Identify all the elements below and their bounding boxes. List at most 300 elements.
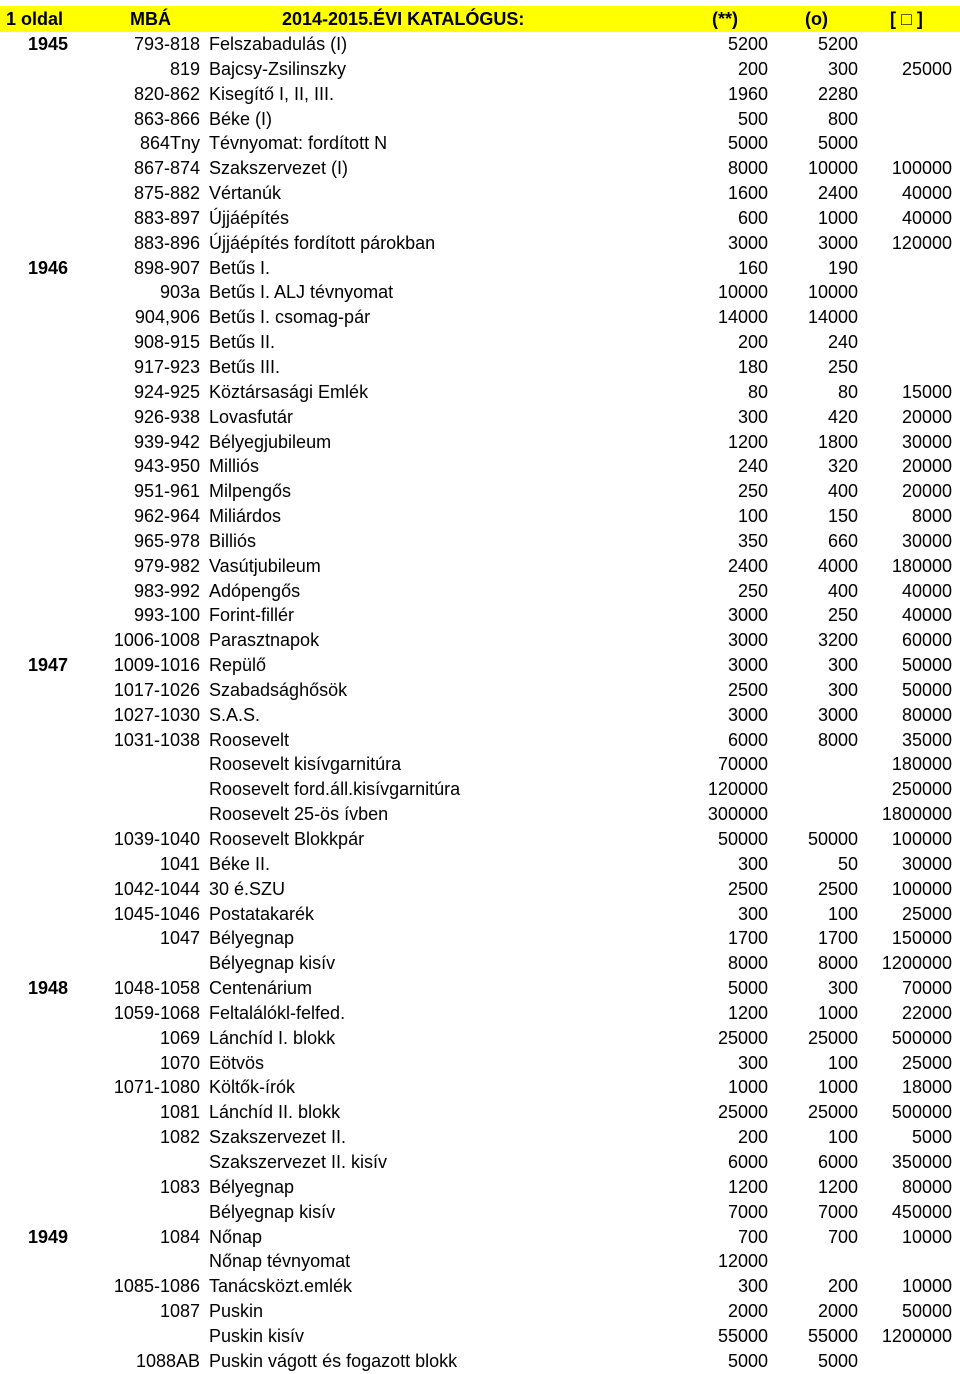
row-mint-price: 25000 (717, 1102, 768, 1123)
row-fdc-price: 50000 (901, 679, 952, 700)
row-catalog-number: 1027-1030 (113, 704, 200, 725)
row-used-price: 190 (827, 257, 858, 278)
table-row (0, 231, 960, 256)
row-used-price: 300 (827, 978, 858, 999)
row-used-price: 150 (827, 506, 858, 527)
row-fdc-price: 500000 (891, 1027, 952, 1048)
row-fdc-price: 30000 (901, 530, 952, 551)
table-row (0, 579, 960, 604)
row-issue-name: Adópengős (209, 580, 301, 601)
row-mint-price: 2000 (727, 1301, 768, 1322)
row-fdc-price: 100000 (891, 829, 952, 849)
row-used-price: 250 (827, 356, 858, 377)
row-mint-price: 25000 (717, 1027, 768, 1048)
row-mint-price: 70000 (717, 754, 768, 775)
row-mint-price: 2400 (727, 555, 768, 576)
row-used-price: 3000 (817, 232, 858, 253)
row-mint-price: 80 (747, 381, 768, 402)
table-row (0, 678, 960, 703)
row-issue-name: Betűs I. csomag-pár (209, 307, 371, 328)
row-issue-name: Milliós (209, 456, 260, 477)
row-catalog-number: 1009-1016 (113, 655, 200, 676)
row-year: 1945 (28, 34, 69, 54)
table-row (0, 1274, 960, 1299)
row-mint-price: 2500 (727, 679, 768, 700)
row-used-price: 1700 (817, 928, 858, 949)
table-row (0, 603, 960, 628)
row-mint-price: 300 (737, 853, 768, 874)
row-used-price: 420 (827, 406, 858, 427)
row-used-price: 10000 (807, 282, 858, 303)
header-mint-column: (**) (712, 9, 738, 29)
row-issue-name: Betűs III. (209, 356, 281, 377)
table-row (0, 1249, 960, 1274)
row-catalog-number: 1083 (159, 1176, 200, 1197)
row-issue-name: Roosevelt ford.áll.kisívgarnitúra (209, 779, 461, 800)
row-used-price: 7000 (817, 1201, 858, 1222)
row-issue-name: Puskin vágott és fogazott blokk (209, 1350, 458, 1371)
table-row (0, 777, 960, 802)
row-fdc-price: 25000 (901, 1052, 952, 1073)
row-catalog-number: 939-942 (133, 431, 200, 452)
row-catalog-number: 864Tny (139, 133, 200, 154)
table-row (0, 430, 960, 455)
row-fdc-price: 80000 (901, 1176, 952, 1197)
row-issue-name: Roosevelt kisívgarnitúra (209, 754, 402, 775)
row-catalog-number: 1084 (159, 1226, 200, 1247)
row-mint-price: 250 (737, 580, 768, 601)
row-fdc-price: 60000 (901, 630, 952, 651)
row-issue-name: Lovasfutár (209, 406, 294, 427)
row-mint-price: 1200 (727, 431, 768, 452)
row-mint-price: 200 (737, 1127, 768, 1148)
row-issue-name: Újjáépítés (209, 207, 290, 228)
row-mint-price: 200 (737, 58, 768, 79)
row-catalog-number: 1071-1080 (113, 1077, 200, 1098)
row-mint-price: 6000 (727, 729, 768, 750)
row-catalog-number: 926-938 (133, 406, 200, 427)
row-fdc-price: 120000 (891, 232, 952, 253)
row-fdc-price: 150000 (891, 928, 952, 949)
row-used-price: 6000 (817, 1151, 858, 1172)
row-used-price: 320 (827, 456, 858, 477)
row-used-price: 3000 (817, 704, 858, 725)
table-row (0, 206, 960, 231)
table-row (0, 628, 960, 653)
row-catalog-number: 908-915 (133, 332, 200, 353)
table-row (0, 1225, 960, 1250)
row-fdc-price: 70000 (901, 978, 952, 999)
row-used-price: 250 (827, 605, 858, 626)
row-issue-name: Béke (I) (209, 108, 273, 129)
row-catalog-number: 983-992 (133, 580, 200, 601)
row-mint-price: 300 (737, 903, 768, 924)
row-used-price: 100 (827, 903, 858, 924)
row-fdc-price: 100000 (891, 158, 952, 179)
row-used-price: 10000 (807, 158, 858, 179)
row-used-price: 14000 (807, 307, 858, 328)
row-catalog-number: 1087 (159, 1301, 200, 1322)
row-issue-name: Forint-fillér (209, 605, 295, 626)
table-row (0, 57, 960, 82)
row-issue-name: Tévnyomat: fordított N (209, 133, 388, 154)
row-used-price: 300 (827, 655, 858, 676)
row-issue-name: Postatakarék (209, 903, 315, 924)
row-used-price: 400 (827, 481, 858, 502)
table-row (0, 1324, 960, 1349)
row-used-price: 1800 (817, 431, 858, 452)
table-row (0, 156, 960, 181)
row-used-price: 50000 (807, 829, 858, 849)
row-issue-name: Puskin kisív (209, 1325, 305, 1346)
row-catalog-number: 979-982 (133, 555, 200, 576)
row-used-price: 5000 (817, 1350, 858, 1371)
header-fdc-column: [ □ ] (890, 9, 923, 29)
table-row (0, 1001, 960, 1026)
row-used-price: 1000 (817, 207, 858, 228)
row-catalog-number: 993-100 (133, 605, 200, 626)
row-fdc-price: 22000 (901, 1002, 952, 1023)
row-issue-name: Bélyegnap kisív (209, 1201, 336, 1222)
row-issue-name: Bajcsy-Zsilinszky (209, 58, 347, 79)
table-row (0, 653, 960, 678)
row-catalog-number: 1006-1008 (113, 630, 200, 651)
row-mint-price: 300 (737, 1052, 768, 1073)
row-catalog-number: 1069 (159, 1027, 200, 1048)
row-issue-name: Bélyegnap (209, 1176, 295, 1197)
row-catalog-number: 1017-1026 (113, 679, 200, 700)
row-used-price: 8000 (817, 729, 858, 750)
table-row (0, 82, 960, 107)
row-used-price: 3200 (817, 630, 858, 651)
row-issue-name: Lánchíd I. blokk (209, 1027, 336, 1048)
table-row (0, 1075, 960, 1100)
row-catalog-number: 1070 (159, 1052, 200, 1073)
row-issue-name: Szabadsághősök (209, 679, 348, 700)
row-used-price: 5200 (817, 34, 858, 54)
row-used-price: 660 (827, 530, 858, 551)
row-catalog-number: 1047 (159, 928, 200, 949)
row-issue-name: Repülő (209, 655, 267, 676)
row-catalog-number: 819 (169, 58, 200, 79)
row-issue-name: Nőnap (209, 1226, 263, 1247)
header-used-column: (o) (805, 9, 828, 29)
row-mint-price: 50000 (717, 829, 768, 849)
table-row (0, 728, 960, 753)
catalog-header (0, 6, 960, 32)
row-fdc-price: 25000 (901, 58, 952, 79)
row-used-price: 800 (827, 108, 858, 129)
row-used-price: 2000 (817, 1301, 858, 1322)
row-mint-price: 3000 (727, 630, 768, 651)
row-used-price: 25000 (807, 1027, 858, 1048)
row-mint-price: 5200 (727, 34, 768, 54)
row-issue-name: Bélyegjubileum (209, 431, 332, 452)
row-catalog-number: 898-907 (133, 257, 200, 278)
row-issue-name: Eötvös (209, 1052, 265, 1073)
table-row (0, 405, 960, 430)
row-catalog-number: 1059-1068 (113, 1002, 200, 1023)
row-fdc-price: 18000 (901, 1077, 952, 1098)
row-fdc-price: 30000 (901, 431, 952, 452)
row-fdc-price: 50000 (901, 655, 952, 676)
row-used-price: 300 (827, 679, 858, 700)
table-row (0, 1150, 960, 1175)
table-row (0, 976, 960, 1001)
table-row (0, 504, 960, 529)
row-fdc-price: 500000 (891, 1102, 952, 1123)
row-used-price: 300 (827, 58, 858, 79)
row-mint-price: 55000 (717, 1325, 768, 1346)
row-year: 1949 (28, 1226, 69, 1247)
table-row (0, 902, 960, 927)
row-catalog-number: 820-862 (133, 83, 200, 104)
row-issue-name: Roosevelt (209, 729, 290, 750)
row-fdc-price: 10000 (901, 1226, 952, 1247)
row-mint-price: 1200 (727, 1176, 768, 1197)
row-fdc-price: 180000 (891, 754, 952, 775)
row-catalog-number: 1041 (159, 853, 200, 874)
row-year: 1946 (28, 257, 69, 278)
row-issue-name: Költők-írók (209, 1077, 296, 1098)
row-mint-price: 700 (737, 1226, 768, 1247)
row-mint-price: 180 (737, 356, 768, 377)
row-issue-name: Puskin (209, 1301, 264, 1322)
row-fdc-price: 20000 (901, 481, 952, 502)
row-catalog-number: 965-978 (133, 530, 200, 551)
row-fdc-price: 450000 (891, 1201, 952, 1222)
table-row (0, 355, 960, 380)
table-row (0, 256, 960, 281)
row-issue-name: Kisegítő I, II, III. (209, 83, 335, 104)
row-mint-price: 300 (737, 406, 768, 427)
row-mint-price: 3000 (727, 655, 768, 676)
table-row (0, 1100, 960, 1125)
row-mint-price: 8000 (727, 953, 768, 974)
row-used-price: 1000 (817, 1077, 858, 1098)
row-catalog-number: 951-961 (133, 481, 200, 502)
row-used-price: 1200 (817, 1176, 858, 1197)
row-issue-name: Köztársasági Emlék (209, 381, 369, 402)
row-mint-price: 7000 (727, 1201, 768, 1222)
table-row (0, 877, 960, 902)
row-issue-name: Milpengős (209, 481, 292, 502)
row-mint-price: 1000 (727, 1077, 768, 1098)
row-issue-name: Centenárium (209, 978, 313, 999)
row-mint-price: 8000 (727, 158, 768, 179)
header-mba-label: MBÁ (130, 9, 171, 29)
row-catalog-number: 943-950 (133, 456, 200, 477)
row-fdc-price: 40000 (901, 183, 952, 204)
row-catalog-number: 883-897 (133, 207, 200, 228)
row-issue-name: Parasztnapok (209, 630, 320, 651)
row-issue-name: Betűs I. (209, 257, 271, 278)
table-row (0, 479, 960, 504)
table-row (0, 1200, 960, 1225)
row-issue-name: Béke II. (209, 853, 271, 874)
header-page-label: 1 oldal (6, 9, 64, 29)
table-row (0, 280, 960, 305)
row-fdc-price: 100000 (891, 878, 952, 899)
row-mint-price: 100 (737, 506, 768, 527)
row-fdc-price: 1800000 (881, 804, 952, 825)
row-mint-price: 3000 (727, 605, 768, 626)
row-fdc-price: 1200000 (881, 1325, 952, 1346)
table-row (0, 181, 960, 206)
row-catalog-number: 1088AB (135, 1350, 200, 1371)
row-used-price: 700 (827, 1226, 858, 1247)
row-catalog-number: 1081 (159, 1102, 200, 1123)
row-issue-name: Betűs II. (209, 332, 276, 353)
row-issue-name: Nőnap tévnyomat (209, 1251, 351, 1272)
table-row (0, 529, 960, 554)
header-catalog-title: 2014-2015.ÉVI KATALÓGUS: (282, 9, 525, 29)
row-mint-price: 250 (737, 481, 768, 502)
row-catalog-number: 1048-1058 (113, 978, 200, 999)
row-catalog-number: 1045-1046 (113, 903, 200, 924)
row-fdc-price: 5000 (911, 1127, 952, 1148)
row-fdc-price: 80000 (901, 704, 952, 725)
row-issue-name: Tanácsközt.emlék (209, 1276, 353, 1297)
row-issue-name: Miliárdos (209, 506, 282, 527)
row-used-price: 200 (827, 1276, 858, 1297)
row-mint-price: 1200 (727, 1002, 768, 1023)
row-issue-name: Vasútjubileum (209, 555, 321, 576)
table-row (0, 305, 960, 330)
row-mint-price: 14000 (717, 307, 768, 328)
row-issue-name: Roosevelt Blokkpár (209, 829, 365, 849)
row-catalog-number: 924-925 (133, 381, 200, 402)
row-catalog-number: 1042-1044 (113, 878, 200, 899)
table-row (0, 852, 960, 877)
row-issue-name: 30 é.SZU (209, 878, 286, 899)
row-catalog-number: 1039-1040 (113, 829, 200, 849)
row-mint-price: 240 (737, 456, 768, 477)
row-catalog-number: 793-818 (133, 34, 200, 54)
table-row (0, 827, 960, 852)
row-mint-price: 120000 (707, 779, 768, 800)
row-mint-price: 10000 (717, 282, 768, 303)
row-mint-price: 1960 (727, 83, 768, 104)
row-mint-price: 6000 (727, 1151, 768, 1172)
row-used-price: 5000 (817, 133, 858, 154)
row-mint-price: 3000 (727, 232, 768, 253)
row-fdc-price: 40000 (901, 580, 952, 601)
row-mint-price: 160 (737, 257, 768, 278)
row-issue-name: Szakszervezet (I) (209, 158, 349, 179)
table-row (0, 107, 960, 132)
table-row (0, 32, 960, 57)
row-mint-price: 5000 (727, 978, 768, 999)
row-used-price: 240 (827, 332, 858, 353)
row-fdc-price: 25000 (901, 903, 952, 924)
row-mint-price: 350 (737, 530, 768, 551)
row-used-price: 100 (827, 1052, 858, 1073)
row-issue-name: Szakszervezet II. kisív (209, 1151, 388, 1172)
row-fdc-price: 180000 (891, 555, 952, 576)
table-row (0, 1026, 960, 1051)
row-issue-name: Roosevelt 25-ös ívben (209, 804, 389, 825)
row-fdc-price: 40000 (901, 207, 952, 228)
row-issue-name: Bélyegnap kisív (209, 953, 336, 974)
row-issue-name: Feltalálókl-felfed. (209, 1002, 346, 1023)
row-catalog-number: 867-874 (133, 158, 200, 179)
row-used-price: 8000 (817, 953, 858, 974)
row-issue-name: S.A.S. (209, 704, 261, 725)
row-issue-name: Felszabadulás (I) (209, 34, 348, 54)
row-used-price: 80 (837, 381, 858, 402)
row-fdc-price: 15000 (901, 381, 952, 402)
row-issue-name: Lánchíd II. blokk (209, 1102, 341, 1123)
row-used-price: 2280 (817, 83, 858, 104)
row-fdc-price: 10000 (901, 1276, 952, 1297)
row-fdc-price: 20000 (901, 456, 952, 477)
row-catalog-number: 1082 (159, 1127, 200, 1148)
row-used-price: 2500 (817, 878, 858, 899)
row-fdc-price: 250000 (891, 779, 952, 800)
row-year: 1947 (28, 655, 69, 676)
table-row (0, 926, 960, 951)
row-issue-name: Billiós (209, 530, 257, 551)
row-catalog-number: 1031-1038 (113, 729, 200, 750)
row-mint-price: 300000 (707, 804, 768, 825)
row-fdc-price: 20000 (901, 406, 952, 427)
table-row (0, 752, 960, 777)
row-issue-name: Betűs I. ALJ tévnyomat (209, 282, 394, 303)
row-fdc-price: 40000 (901, 605, 952, 626)
row-catalog-number: 863-866 (133, 108, 200, 129)
row-catalog-number: 1085-1086 (113, 1276, 200, 1297)
table-row (0, 454, 960, 479)
row-mint-price: 200 (737, 332, 768, 353)
row-used-price: 55000 (807, 1325, 858, 1346)
row-fdc-price: 8000 (911, 506, 952, 527)
row-issue-name: Újjáépítés fordított párokban (209, 232, 436, 253)
row-catalog-number: 962-964 (133, 506, 200, 527)
row-mint-price: 1600 (727, 183, 768, 204)
catalog-table (0, 32, 960, 1374)
row-issue-name: Szakszervezet II. (209, 1127, 347, 1148)
row-fdc-price: 30000 (901, 853, 952, 874)
row-catalog-number: 875-882 (133, 183, 200, 204)
table-row (0, 951, 960, 976)
table-row (0, 1175, 960, 1200)
row-mint-price: 3000 (727, 704, 768, 725)
table-row (0, 1051, 960, 1076)
table-row (0, 703, 960, 728)
row-issue-name: Vértanúk (209, 183, 282, 204)
table-row (0, 554, 960, 579)
table-row (0, 1299, 960, 1324)
row-fdc-price: 350000 (891, 1151, 952, 1172)
row-mint-price: 1700 (727, 928, 768, 949)
table-row (0, 380, 960, 405)
row-mint-price: 5000 (727, 1350, 768, 1371)
row-fdc-price: 50000 (901, 1301, 952, 1322)
row-used-price: 1000 (817, 1002, 858, 1023)
table-row (0, 1125, 960, 1150)
row-used-price: 400 (827, 580, 858, 601)
row-used-price: 100 (827, 1127, 858, 1148)
row-fdc-price: 1200000 (881, 953, 952, 974)
row-catalog-number: 917-923 (133, 356, 200, 377)
row-used-price: 25000 (807, 1102, 858, 1123)
table-row (0, 1349, 960, 1374)
row-catalog-number: 903a (159, 282, 200, 303)
row-mint-price: 600 (737, 207, 768, 228)
row-mint-price: 500 (737, 108, 768, 129)
table-row (0, 131, 960, 156)
